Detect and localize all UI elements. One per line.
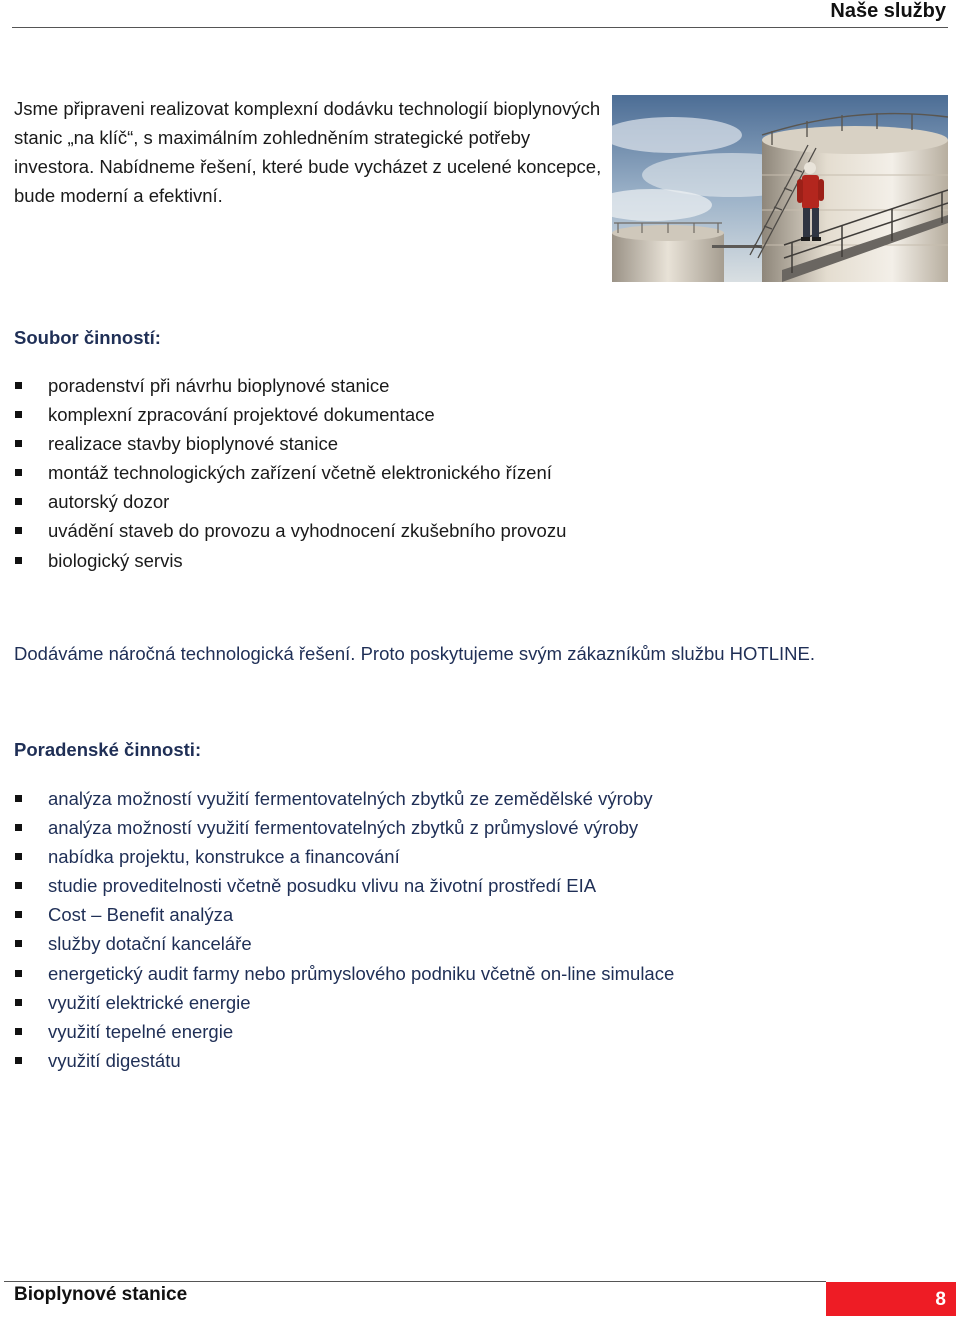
page-header-title: Naše služby — [830, 0, 946, 22]
square-bullet-icon — [15, 498, 22, 505]
hotline-statement: Dodáváme náročná technologická řešení. Proto poskytujeme svým zákazníkům službu HOTLINE. — [14, 643, 816, 664]
square-bullet-icon — [15, 411, 22, 418]
square-bullet-icon — [15, 382, 22, 389]
square-bullet-icon — [15, 882, 22, 889]
list-item: komplexní zpracování projektové dokumentace — [14, 400, 566, 429]
header-divider — [12, 27, 948, 28]
square-bullet-icon — [15, 557, 22, 564]
square-bullet-icon — [15, 440, 22, 447]
list-item: realizace stavby bioplynové stanice — [14, 429, 566, 458]
list-item: uvádění staveb do provozu a vyhodnocení zkušebního provozu — [14, 516, 566, 545]
square-bullet-icon — [15, 1028, 22, 1035]
footer-divider — [4, 1281, 826, 1282]
square-bullet-icon — [15, 1057, 22, 1064]
consulting-heading: Poradenské činnosti: — [14, 739, 202, 760]
square-bullet-icon — [15, 824, 22, 831]
square-bullet-icon — [15, 999, 22, 1006]
list-item: biologický servis — [14, 546, 566, 575]
list-item: analýza možností využití fermentovatelných zbytků ze zemědělské výroby — [14, 784, 674, 813]
square-bullet-icon — [15, 853, 22, 860]
activities-list — [14, 371, 566, 575]
activities-heading: Soubor činností: — [14, 327, 161, 348]
list-item: služby dotační kanceláře — [14, 929, 674, 958]
list-item: využití tepelné energie — [14, 1017, 674, 1046]
list-item: využití elektrické energie — [14, 988, 674, 1017]
square-bullet-icon — [15, 469, 22, 476]
square-bullet-icon — [15, 527, 22, 534]
list-item: analýza možností využití fermentovatelných zbytků z průmyslové výroby — [14, 813, 674, 842]
square-bullet-icon — [15, 911, 22, 918]
list-item: montáž technologických zařízení včetně elektronického řízení — [14, 458, 566, 487]
footer-title: Bioplynové stanice — [14, 1284, 188, 1305]
square-bullet-icon — [15, 795, 22, 802]
list-item: poradenství při návrhu bioplynové stanice — [14, 371, 566, 400]
biogas-tank-photo — [612, 95, 948, 282]
list-item: nabídka projektu, konstrukce a financování — [14, 842, 674, 871]
list-item: energetický audit farmy nebo průmyslového podniku včetně on-line simulace — [14, 959, 674, 988]
consulting-list — [14, 784, 674, 1075]
list-item: využití digestátu — [14, 1046, 674, 1075]
list-item: autorský dozor — [14, 487, 566, 516]
square-bullet-icon — [15, 940, 22, 947]
square-bullet-icon — [15, 970, 22, 977]
list-item: Cost – Benefit analýza — [14, 900, 674, 929]
intro-paragraph: Jsme připraveni realizovat komplexní dodávku technologií bioplynových stanic „na klíč“, s maximálním zohledněním strategické potřeby investora. Nabídneme řešení, které bude vycházet z ucelené koncepce, bude moderní a efektivní. — [14, 98, 602, 206]
page-number: 8 — [935, 1289, 946, 1310]
page-number-badge — [826, 1282, 956, 1316]
list-item: studie proveditelnosti včetně posudku vlivu na životní prostředí EIA — [14, 871, 674, 900]
